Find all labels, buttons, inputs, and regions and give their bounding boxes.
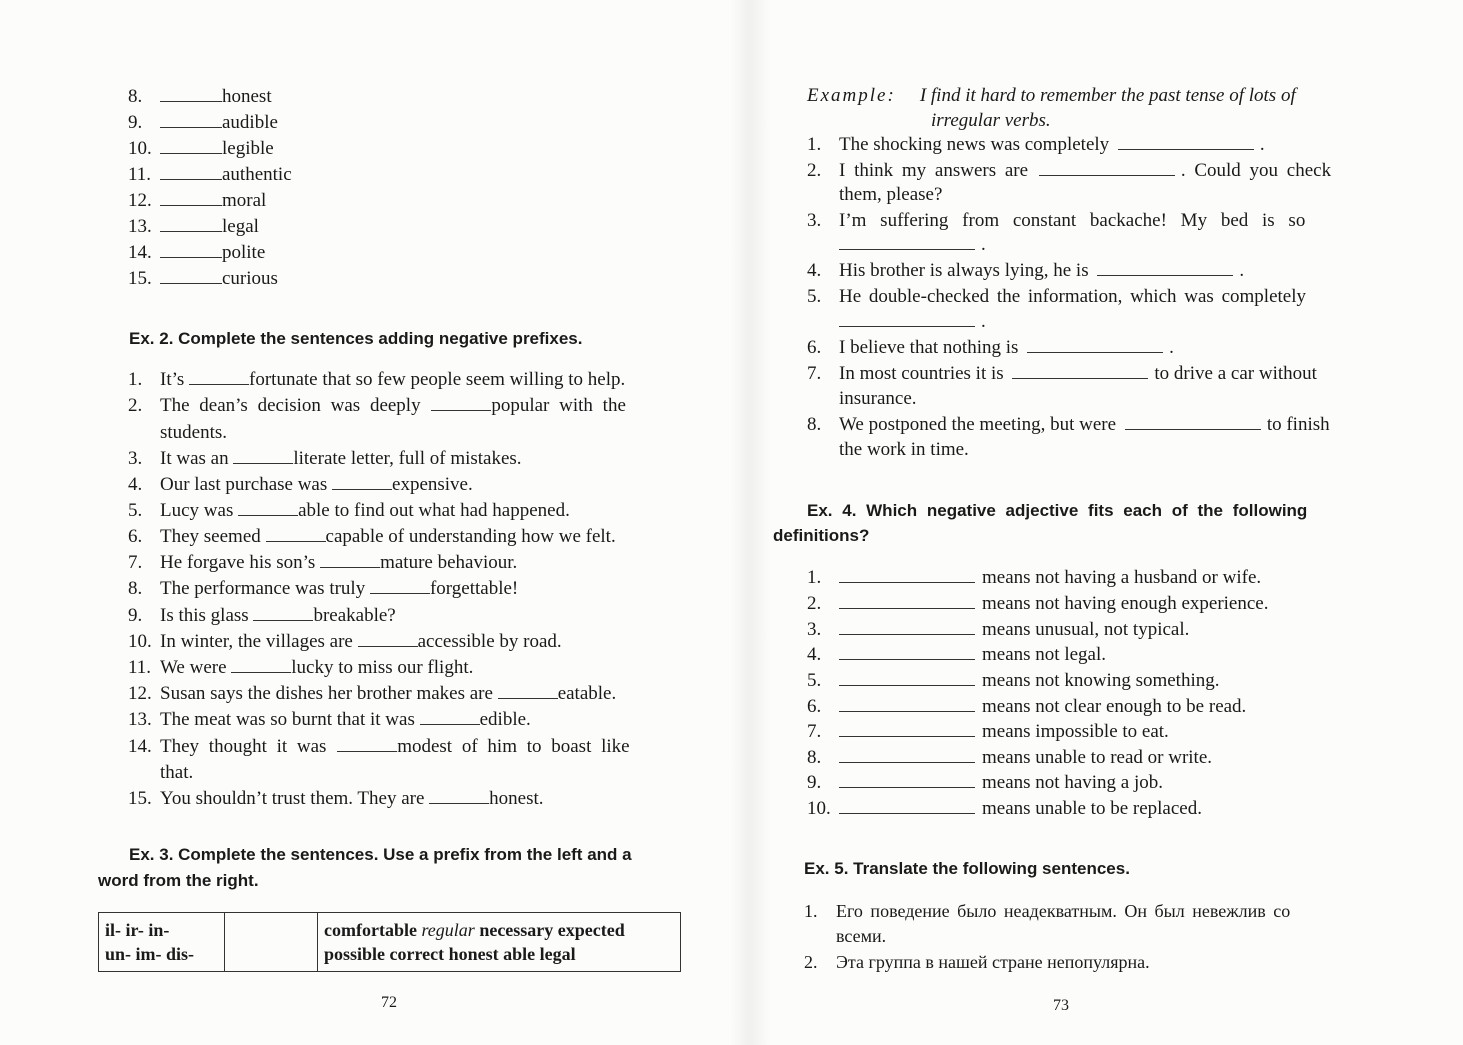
sentence-end: able to find out what had happened. <box>298 500 570 521</box>
item-number: 7. <box>128 552 143 573</box>
item-number: 10. <box>128 138 152 159</box>
item-number: 8. <box>807 414 822 435</box>
definition: means impossible to eat. <box>982 721 1169 742</box>
sentence-end: expensive. <box>392 474 473 495</box>
list-item <box>128 395 676 417</box>
sentence-continuation <box>839 311 986 333</box>
item-number: 15. <box>128 268 152 289</box>
item-number: 9. <box>807 772 822 793</box>
item-number: 1. <box>804 901 818 921</box>
list-item <box>128 474 473 496</box>
prefix-column <box>99 913 225 972</box>
definition: means not knowing something. <box>982 670 1220 691</box>
list-item <box>128 709 531 731</box>
list-item <box>128 216 259 238</box>
answer-blank[interactable] <box>839 235 975 250</box>
sentence-end: fortunate that so few people seem willing to help. <box>249 369 626 390</box>
list-item <box>128 448 522 470</box>
item-number: 8. <box>807 747 822 768</box>
list-item <box>807 134 1265 156</box>
example-text: I find it hard to remember the past tense of lots of <box>919 85 1296 106</box>
item-word: moral <box>222 190 267 211</box>
word-column <box>318 913 681 972</box>
answer-blank[interactable] <box>160 217 222 232</box>
item-word: authentic <box>222 164 292 185</box>
list-item <box>807 696 1246 718</box>
list-item <box>807 747 1212 769</box>
sentence-to-translate: Его поведение было неадекватным. Он был невежлив со <box>836 901 1291 921</box>
list-item <box>804 900 1290 922</box>
sentence-start: The dean’s decision was deeply <box>160 395 421 416</box>
word: necessary expected <box>479 920 625 940</box>
sentence-start: We were <box>160 657 227 678</box>
sentence-end: forgettable! <box>429 578 519 599</box>
sentence-end: . Could you check <box>1180 160 1332 181</box>
item-number: 11. <box>128 164 152 185</box>
list-item <box>804 951 1150 973</box>
sentence-end: modest of him to boast like <box>397 736 630 757</box>
answer-blank[interactable] <box>431 396 491 411</box>
example-label: Example: <box>807 85 896 106</box>
sentence-start: We postponed the meeting, but were <box>839 414 1117 435</box>
definition: means not clear enough to be read. <box>982 696 1247 717</box>
answer-blank[interactable] <box>839 773 975 788</box>
list-item <box>128 552 517 574</box>
item-number: 14. <box>128 242 152 263</box>
item-number: 7. <box>807 363 822 384</box>
list-item <box>128 242 265 264</box>
sentence-end: popular with the <box>491 395 626 416</box>
sentence-end: . <box>1239 260 1245 281</box>
sentence-start: You shouldn’t trust them. They are <box>160 788 425 809</box>
sentence-start: The shocking news was completely <box>839 134 1110 155</box>
answer-blank[interactable] <box>839 312 975 327</box>
definition: means not having a husband or wife. <box>982 567 1262 588</box>
item-number: 12. <box>128 190 152 211</box>
list-item <box>807 670 1219 692</box>
answer-blank[interactable] <box>160 191 222 206</box>
item-word: audible <box>222 112 278 133</box>
definition: means not having enough experience. <box>982 593 1269 614</box>
sentence-start: Lucy was <box>160 500 234 521</box>
list-item <box>128 112 278 134</box>
item-number: 9. <box>128 112 143 133</box>
item-number: 2. <box>807 593 822 614</box>
page-number: 73 <box>1053 997 1069 1014</box>
exercise-heading: Ex. 2. Complete the sentences adding negative prefixes. <box>129 329 583 348</box>
sentence-end: accessible by road. <box>417 631 562 652</box>
definition: means unable to read or write. <box>982 747 1213 768</box>
answer-blank[interactable] <box>233 449 293 464</box>
item-number: 4. <box>807 260 822 281</box>
item-number: 11. <box>128 657 152 678</box>
definition: means unable to be replaced. <box>982 798 1202 819</box>
exercise-heading: Ex. 3. Complete the sentences. Use a prefix from the left and a <box>129 845 632 864</box>
answer-blank[interactable] <box>1097 261 1233 276</box>
word: regular <box>421 920 475 940</box>
exercise-heading: Ex. 5. Translate the following sentences. <box>804 859 1130 878</box>
sentence-start: In most countries it is <box>839 363 1004 384</box>
item-word: honest <box>222 86 272 107</box>
list-item <box>128 683 616 705</box>
answer-blank[interactable] <box>238 501 298 516</box>
answer-blank[interactable] <box>1027 338 1163 353</box>
item-number: 5. <box>807 670 822 691</box>
prefix-table <box>98 912 681 972</box>
sentence-continuation <box>839 234 986 256</box>
list-item <box>128 138 274 160</box>
prefix-list: un- im- dis- <box>105 944 195 964</box>
sentence-end: mature behaviour. <box>380 552 518 573</box>
list-item <box>128 657 473 679</box>
answer-blank[interactable] <box>839 620 975 635</box>
answer-blank[interactable] <box>839 748 975 763</box>
item-word: polite <box>222 242 266 263</box>
example <box>807 85 1296 107</box>
item-number: 10. <box>807 798 831 819</box>
answer-blank[interactable] <box>429 789 489 804</box>
item-number: 4. <box>128 474 143 495</box>
answer-blank[interactable] <box>839 594 975 609</box>
list-item <box>807 567 1261 589</box>
item-number: 6. <box>807 696 822 717</box>
sentence-start: He forgave his son’s <box>160 552 316 573</box>
sentence-end: to drive a car without <box>1154 363 1317 384</box>
answer-blank[interactable] <box>1125 415 1261 430</box>
list-item <box>807 721 1169 743</box>
list-item <box>128 736 630 758</box>
list-item <box>128 788 544 810</box>
word-list: possible correct honest able legal <box>324 944 576 964</box>
item-number: 2. <box>128 395 143 416</box>
answer-blank[interactable] <box>839 722 975 737</box>
answer-blank[interactable] <box>1012 364 1148 379</box>
item-word: curious <box>222 268 278 289</box>
list-item <box>807 337 1174 359</box>
item-number: 13. <box>128 709 152 730</box>
exercise-heading: Ex. 4. Which negative adjective fits each of the following <box>807 501 1308 520</box>
item-number: 1. <box>807 567 822 588</box>
item-word: legal <box>222 216 259 237</box>
item-number: 3. <box>807 619 822 640</box>
item-number: 2. <box>807 160 822 181</box>
list-item <box>128 578 518 600</box>
answer-blank[interactable] <box>320 553 380 568</box>
sentence-start: In winter, the villages are <box>160 631 353 652</box>
sentence-end: to finish <box>1266 414 1330 435</box>
item-number: 14. <box>128 736 152 757</box>
item-number: 6. <box>128 526 143 547</box>
answer-blank[interactable] <box>160 165 222 180</box>
item-number: 15. <box>128 788 152 809</box>
sentence-continuation: insurance. <box>839 388 917 409</box>
item-number: 3. <box>807 210 822 231</box>
example-text-cont: irregular verbs. <box>931 110 1051 131</box>
sentence-start: He double-checked the information, which was completely <box>839 286 1306 307</box>
answer-blank[interactable] <box>839 568 975 583</box>
page-number: 72 <box>381 994 397 1011</box>
empty-column <box>225 913 318 972</box>
list-item <box>807 260 1244 282</box>
sentence-continuation: them, please? <box>839 184 943 205</box>
sentence-start: It was an <box>160 448 229 469</box>
answer-blank[interactable] <box>160 269 222 284</box>
sentence-start: I believe that nothing is <box>839 337 1019 358</box>
item-number: 10. <box>128 631 152 652</box>
answer-blank[interactable] <box>189 370 249 385</box>
answer-blank[interactable] <box>839 799 975 814</box>
item-number: 5. <box>807 286 822 307</box>
sentence-end: . <box>981 234 986 255</box>
list-item <box>128 631 562 653</box>
answer-blank[interactable] <box>370 579 430 594</box>
item-number: 4. <box>807 644 822 665</box>
sentence-end: . <box>981 311 986 332</box>
sentence-end: edible. <box>479 709 531 730</box>
item-number: 13. <box>128 216 152 237</box>
answer-blank[interactable] <box>266 527 326 542</box>
list-item <box>128 164 292 186</box>
item-number: 8. <box>128 86 143 107</box>
left-page <box>0 0 730 1045</box>
sentence-start: Susan says the dishes her brother makes are <box>160 683 493 704</box>
answer-blank[interactable] <box>160 243 222 258</box>
sentence-end: honest. <box>489 788 544 809</box>
answer-blank[interactable] <box>358 632 418 647</box>
sentence-end: . <box>1169 337 1174 358</box>
sentence-continuation: that. <box>160 762 194 783</box>
answer-blank[interactable] <box>839 645 975 660</box>
list-item <box>807 619 1189 641</box>
sentence-start: I’m suffering from constant backache! My bed is so <box>839 210 1306 231</box>
word: comfortable <box>324 920 417 940</box>
list-item <box>807 160 1331 182</box>
list-item <box>807 798 1202 820</box>
sentence-start: The performance was truly <box>160 578 366 599</box>
sentence-start: The meat was so burnt that it was <box>160 709 415 730</box>
answer-blank[interactable] <box>160 113 222 128</box>
item-number: 5. <box>128 500 143 521</box>
answer-blank[interactable] <box>1039 161 1175 176</box>
item-number: 1. <box>807 134 822 155</box>
answer-blank[interactable] <box>1118 135 1254 150</box>
answer-blank[interactable] <box>420 710 480 725</box>
item-number: 1. <box>128 369 143 390</box>
item-number: 6. <box>807 337 822 358</box>
sentence-start: They thought it was <box>160 736 327 757</box>
sentence-end: capable of understanding how we felt. <box>325 526 616 547</box>
item-number: 12. <box>128 683 152 704</box>
exercise-heading-cont: definitions? <box>773 526 870 545</box>
list-item <box>807 286 1306 308</box>
list-item <box>807 210 1305 232</box>
sentence-continuation: the work in time. <box>839 439 969 460</box>
list-item <box>128 500 570 522</box>
answer-blank[interactable] <box>839 671 975 686</box>
list-item <box>128 86 272 108</box>
sentence-end: breakable? <box>313 605 396 626</box>
definition: means not legal. <box>982 644 1106 665</box>
sentence-to-translate: Эта группа в нашей стране непопулярна. <box>836 952 1150 972</box>
sentence-end: eatable. <box>557 683 617 704</box>
list-item <box>807 593 1268 615</box>
sentence-end: . <box>1259 134 1265 155</box>
right-page <box>735 0 1463 1045</box>
definition: means not having a job. <box>982 772 1163 793</box>
list-item <box>807 644 1106 666</box>
list-item <box>128 190 266 212</box>
sentence-start: It’s <box>160 369 185 390</box>
sentence-start: His brother is always lying, he is <box>839 260 1089 281</box>
word-list <box>324 918 674 942</box>
answer-blank[interactable] <box>332 475 392 490</box>
item-number: 9. <box>128 605 143 626</box>
sentence-start: They seemed <box>160 526 261 547</box>
prefix-list: il- ir- in- <box>105 920 170 940</box>
sentence-end: literate letter, full of mistakes. <box>293 448 522 469</box>
answer-blank[interactable] <box>160 139 222 154</box>
sentence-end: lucky to miss our flight. <box>291 657 474 678</box>
list-item <box>807 414 1330 436</box>
sentence-start: I think my answers are <box>839 160 1029 181</box>
sentence-continuation: всеми. <box>836 926 887 946</box>
sentence-start: Our last purchase was <box>160 474 328 495</box>
answer-blank[interactable] <box>160 87 222 102</box>
list-item <box>128 605 396 627</box>
item-number: 7. <box>807 721 822 742</box>
item-number: 8. <box>128 578 143 599</box>
sentence-start: Is this glass <box>160 605 249 626</box>
definition: means unusual, not typical. <box>982 619 1190 640</box>
item-number: 3. <box>128 448 143 469</box>
list-item <box>128 526 616 548</box>
answer-blank[interactable] <box>839 697 975 712</box>
list-item <box>807 363 1317 385</box>
item-number: 2. <box>804 952 818 972</box>
answer-blank[interactable] <box>253 606 313 621</box>
answer-blank[interactable] <box>337 737 397 752</box>
list-item <box>128 369 625 391</box>
item-word: legible <box>222 138 274 159</box>
list-item <box>807 772 1163 794</box>
list-item <box>128 268 278 290</box>
answer-blank[interactable] <box>498 684 558 699</box>
sentence-continuation: students. <box>160 422 228 443</box>
exercise-heading-cont: word from the right. <box>98 871 259 890</box>
answer-blank[interactable] <box>231 658 291 673</box>
